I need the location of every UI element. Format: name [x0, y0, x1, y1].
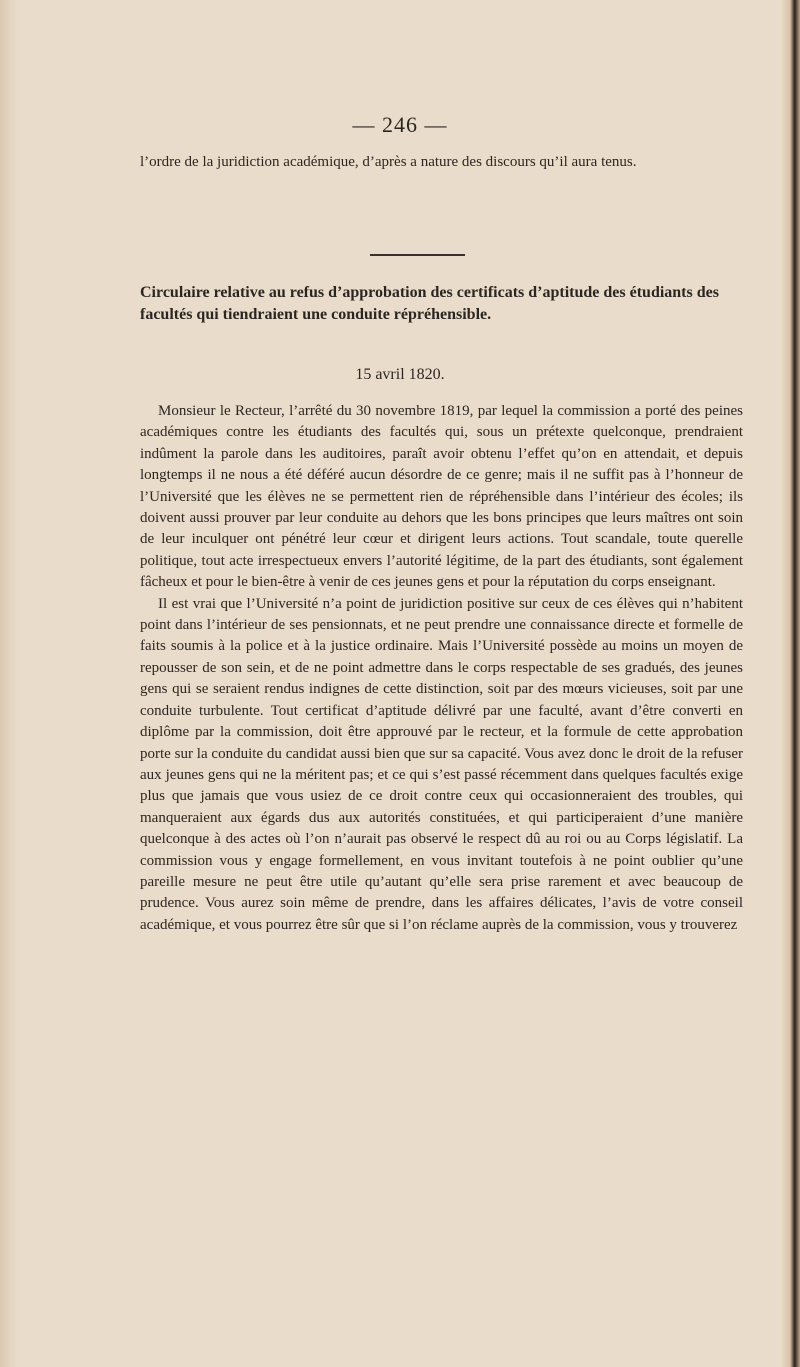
document-body: [140, 401, 743, 936]
section-divider: [370, 254, 465, 256]
page-shadow: [0, 0, 18, 1367]
page-number: — 246 —: [352, 112, 448, 137]
document-date: 15 avril 1820.: [355, 366, 445, 383]
body-paragraph: Monsieur le Recteur, l’arrêté du 30 novembre 1819, par lequel la commission a porté des peines académiques contre les étudiants des facultés qui, sous un prétexte quelconque, prendraient indûment la parole dans les auditoires, paraît avoir obtenu l’effet qu’on en attendait, et depuis longtemps il ne nous a été déféré aucun désordre de ce genre; mais il ne suffit pas à l’honneur de l’Université que les élèves ne se permettent rien de répréhensible dans l’intérieur des écoles; ils doivent aussi prouver par leur conduite au dehors que les bons principes que leurs maîtres ont soin de leur inculquer ont pénétré leur cœur et dirigent leurs actions. Tout scandale, toute querelle politique, tout acte irrespectueux envers l’autorité légitime, de la part des étudiants, sont également fâcheux et pour le bien-être à venir de ces jeunes gens et pour la réputation du corps enseignant.: [140, 403, 743, 591]
section-heading: Circulaire relative au refus d’approbation des certificats d’aptitude des étudiants des facultés qui tiendraient une conduite répréhensible.: [140, 284, 719, 323]
body-paragraph: Il est vrai que l’Université n’a point de juridiction positive sur ceux de ces élèves qui n’habitent point dans l’intérieur de ses pensionnats, et ne peut prendre une connaissance directe et formelle de faits soumis à la police et à la justice ordinaire. Mais l’Université possède au moins un moyen de repousser de son sein, et de ne point admettre dans le corps respectable de ses gradués, des jeunes gens qui se seraient rendus indignes de cette distinction, soit par des mœurs vicieuses, soit par une conduite turbulente. Tout certificat d’aptitude délivré par une faculté, avant d’être converti en diplôme par la commission, doit être approuvé par le recteur, et la formule de cette approbation porte sur la conduite du candidat aussi bien que sur sa capacité. Vous avez donc le droit de la refuser aux jeunes gens qui ne la méritent pas; et ce qui s’est passé récemment dans quelques facultés exige plus que jamais que vous usiez de ce droit contre ceux qui occasionneraient des troubles, qui manqueraient aux égards dus aux autorités constituées, et qui participeraient d’une manière quelconque à des actes où l’on n’aurait pas observé le respect dû au roi ou au Corps législatif. La commission vous y engage formellement, en vous invitant toutefois à ne point oublier qu’une pareille mesure ne peut être utile qu’autant qu’elle sera prise rarement et avec beaucoup de prudence. Vous aurez soin même de prendre, dans les affaires délicates, l’avis de votre conseil académique, et vous pourrez être sûr que si l’on réclame auprès de la commission, vous y trouverez: [140, 595, 743, 933]
page-edge: [782, 0, 800, 1367]
intro-text: l’ordre de la juridiction académique, d’après a nature des discours qu’il aura tenus.: [140, 154, 637, 170]
